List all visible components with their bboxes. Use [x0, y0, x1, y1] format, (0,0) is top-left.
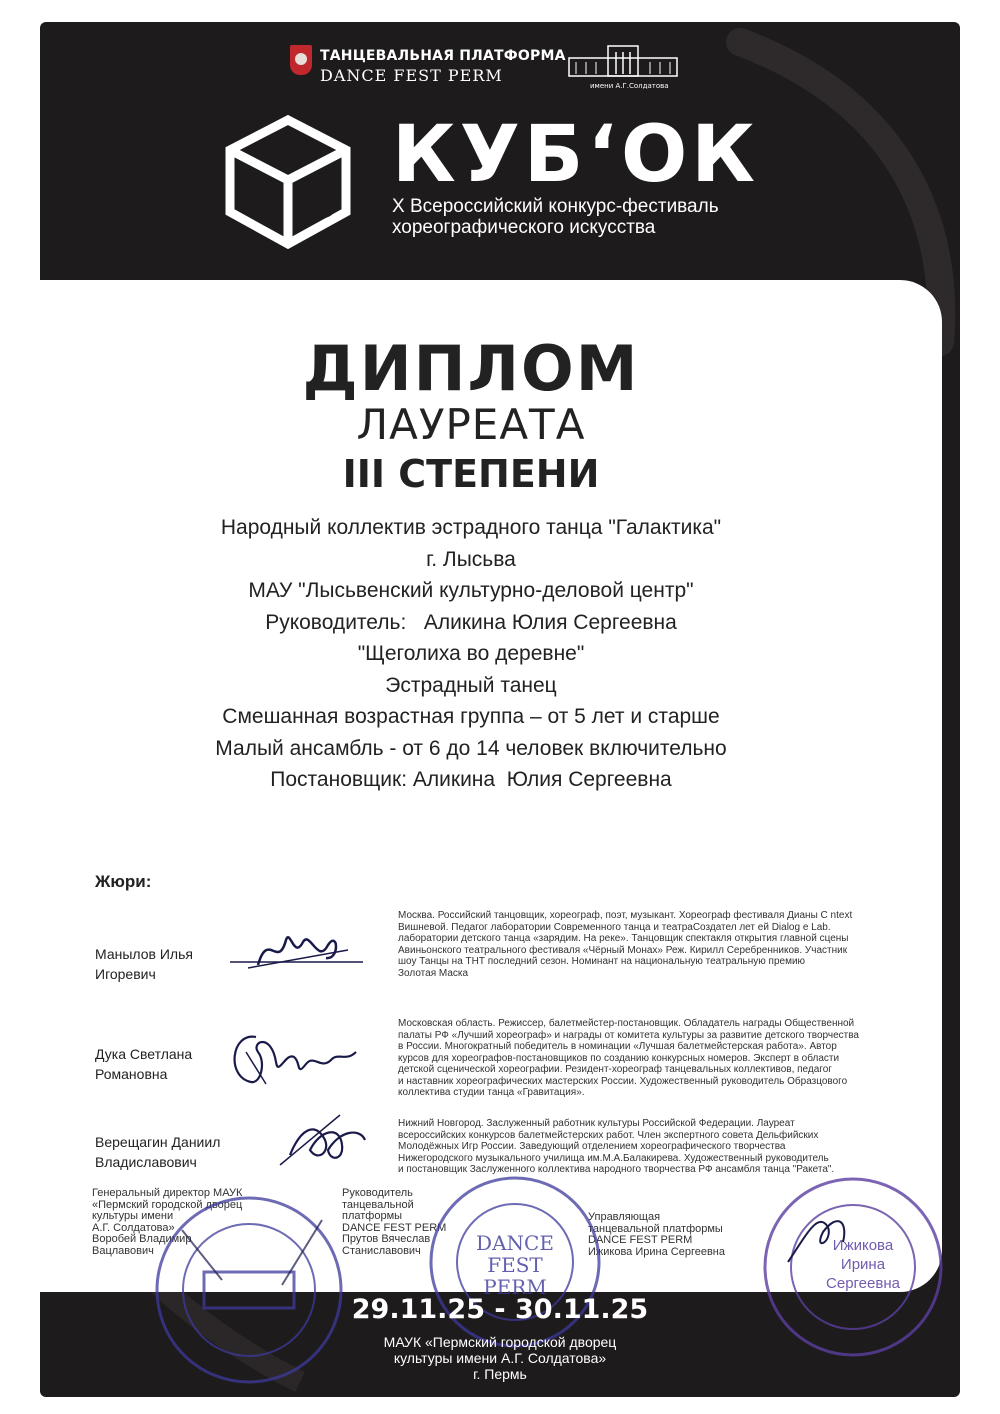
jury-member-name	[95, 944, 193, 984]
org-line: Станиславович	[342, 1244, 421, 1257]
festival-dates: 29.11.25 - 30.11.25	[351, 1294, 649, 1325]
jury-name-line: Владиславович	[95, 1154, 197, 1170]
subtitle-line: X Всероссийский конкурс-фестиваль	[392, 196, 719, 217]
org-line: Вацлавович	[92, 1244, 154, 1257]
info-line: Народный коллектив эстрадного танца "Галактика"	[220, 516, 722, 539]
desc-line: коллектива студии танца «Гравитация».	[398, 1087, 585, 1098]
desc-line: шоу Танцы на ТНТ последний сезон. Номинант на национальную театральную премию	[398, 956, 806, 967]
desc-line: Авиньонского театрального фестиваля «Чёрный Монах» Реж. Кирилл Серебренников. Участник	[398, 944, 848, 956]
org-line: DANCE FEST PERM	[588, 1234, 693, 1246]
jury-member-description	[398, 1118, 918, 1176]
org-line: платформы	[342, 1210, 403, 1222]
jury-name-line: Игоревич	[95, 966, 156, 982]
org-line: Руководитель	[342, 1187, 413, 1199]
svg-text:Ижикова: Ижикова	[832, 1237, 894, 1254]
jury-member-description	[398, 1018, 918, 1099]
info-line: Постановщик: Аликина Юлия Сергеевна	[270, 768, 672, 791]
desc-line: Молодёжных Игр России. Заведующий отделением хореографического творчества	[398, 1141, 786, 1152]
org-line: танцевальной платформы	[588, 1222, 723, 1235]
desc-line: всероссийских конкурсов балетмейстерских работ. Член экспертного совета Дельфийских	[398, 1129, 819, 1141]
desc-line: и постановщик Заслуженного коллектива народного творчества РФ ансамбля танца "Ракета".	[398, 1164, 835, 1175]
desc-line: в России. Многократный победитель в номинации «Лучшая балетмейстерская работа». Автор	[398, 1041, 837, 1052]
desc-line: Золотая Маска	[398, 967, 469, 979]
jury-name-line: Манылов Илья	[95, 946, 193, 962]
org-line: «Пермский городской дворец	[92, 1198, 243, 1211]
svg-text:PERM: PERM	[483, 1275, 547, 1299]
jury-member-name	[95, 1132, 220, 1172]
org-line: Воробей Владимир	[92, 1233, 192, 1245]
venue-line: МАУК «Пермский городской дворец	[383, 1334, 617, 1350]
dark-frame	[40, 22, 960, 1397]
info-line: МАУ "Лысьвенский культурно-деловой центр"	[248, 579, 694, 602]
info-line: Руководитель: Аликина Юлия Сергеевна	[265, 610, 677, 634]
platform-stamp-icon	[425, 1172, 605, 1352]
palace-caption: имени А.Г.Солдатова	[590, 82, 669, 90]
venue-info	[40, 1334, 960, 1382]
platform-name: DANCE FEST PERM	[320, 66, 503, 85]
desc-line: палаты РФ «Лучший хореограф» и награды от комитета культуры за развитие детского творчества	[398, 1029, 859, 1041]
org-line: Генеральный директор МАУК	[92, 1187, 243, 1199]
jury-member-description	[398, 910, 918, 979]
jury-label: Жюри:	[95, 872, 152, 891]
diploma-info	[40, 512, 942, 796]
perm-coat-of-arms-icon	[290, 45, 312, 75]
org-line: DANCE FEST PERM	[342, 1221, 447, 1234]
desc-line: Нижегородского музыкального училища им.М.А.Балакирева. Художественный руководитель	[398, 1152, 829, 1164]
venue-line: г. Пермь	[473, 1366, 527, 1382]
info-line: Эстрадный танец	[385, 673, 557, 697]
diploma-degree: III СТЕПЕНИ	[342, 452, 600, 496]
desc-line: Вишневой. Педагог лаборатории Современного танца и театраСоздател лет ей Dialog e Lab.	[398, 921, 831, 933]
desc-line: детской сценической хореографии. Резидент-хореограф танцевальных коллективов, педагог	[398, 1064, 832, 1075]
subtitle-line: хореографического искусства	[392, 217, 656, 238]
diploma-title: ДИПЛОМ	[302, 332, 640, 405]
diploma-subtitle: ЛАУРЕАТА	[356, 400, 586, 449]
org-line: Управляющая	[588, 1211, 661, 1223]
desc-line: и наставник хореографических мастерских России. Художественный руководитель Образцового	[398, 1075, 848, 1087]
venue-line: культуры имени А.Г. Солдатова»	[393, 1350, 607, 1366]
svg-text:Ирина: Ирина	[840, 1256, 886, 1273]
info-line: Малый ансамбль - от 6 до 14 человек включительно	[215, 736, 727, 760]
svg-text:FEST: FEST	[487, 1253, 543, 1277]
organizer-manager	[588, 1212, 725, 1258]
desc-line: лаборатории детского танца «зарядим. На реке». Танцовщик спектакля открытия главной сцены	[398, 933, 849, 944]
info-line: "Щеголиха во деревне"	[357, 642, 585, 665]
desc-line: курсов для хореографов-постановщиков по созданию конкурсных номеров. Эксперт в области	[398, 1052, 840, 1064]
svg-text:DANCE: DANCE	[476, 1231, 554, 1255]
signature-duka-icon	[216, 1022, 366, 1092]
festival-subtitle	[392, 196, 719, 238]
org-line: культуры имени	[92, 1210, 174, 1222]
jury-name-line: Дука Светлана	[95, 1046, 193, 1062]
jury-name-line: Верещагин Даниил	[95, 1134, 221, 1150]
platform-title: ТАНЦЕВАЛЬНАЯ ПЛАТФОРМА	[320, 48, 566, 64]
jury-member-name	[95, 1044, 192, 1084]
org-line: Прутов Вячеслав	[342, 1233, 431, 1245]
signature-vereshchagin-icon	[270, 1110, 380, 1170]
desc-line: Московская область. Режиссер, балетмейстер-постановщик. Обладатель награды Общественной	[398, 1018, 855, 1029]
signature-manylov-icon	[228, 920, 368, 980]
jury-name-line: Романовна	[95, 1066, 168, 1082]
cube-logo-icon	[218, 112, 358, 252]
svg-text:Сергеевна: Сергеевна	[826, 1275, 900, 1292]
desc-line: Нижний Новгород. Заслуженный работник культуры Российской Федерации. Лауреат	[398, 1118, 795, 1129]
brand-title: КУБ‘ОК	[392, 110, 760, 200]
header-logos	[290, 40, 810, 90]
info-line: г. Лысьва	[426, 547, 516, 571]
org-line: танцевальной	[342, 1198, 414, 1211]
info-line: Смешанная возрастная группа – от 5 лет и старше	[222, 705, 720, 728]
org-line: Ижикова Ирина Сергеевна	[588, 1245, 725, 1258]
palace-logo-icon	[568, 44, 678, 78]
desc-line: Москва. Российский танцовщик, хореограф, поэт, музыкант. Хореограф фестиваля Дианы С ntext	[398, 910, 853, 921]
diploma-card	[40, 280, 940, 1292]
org-line: А.Г. Солдатова»	[92, 1221, 175, 1234]
